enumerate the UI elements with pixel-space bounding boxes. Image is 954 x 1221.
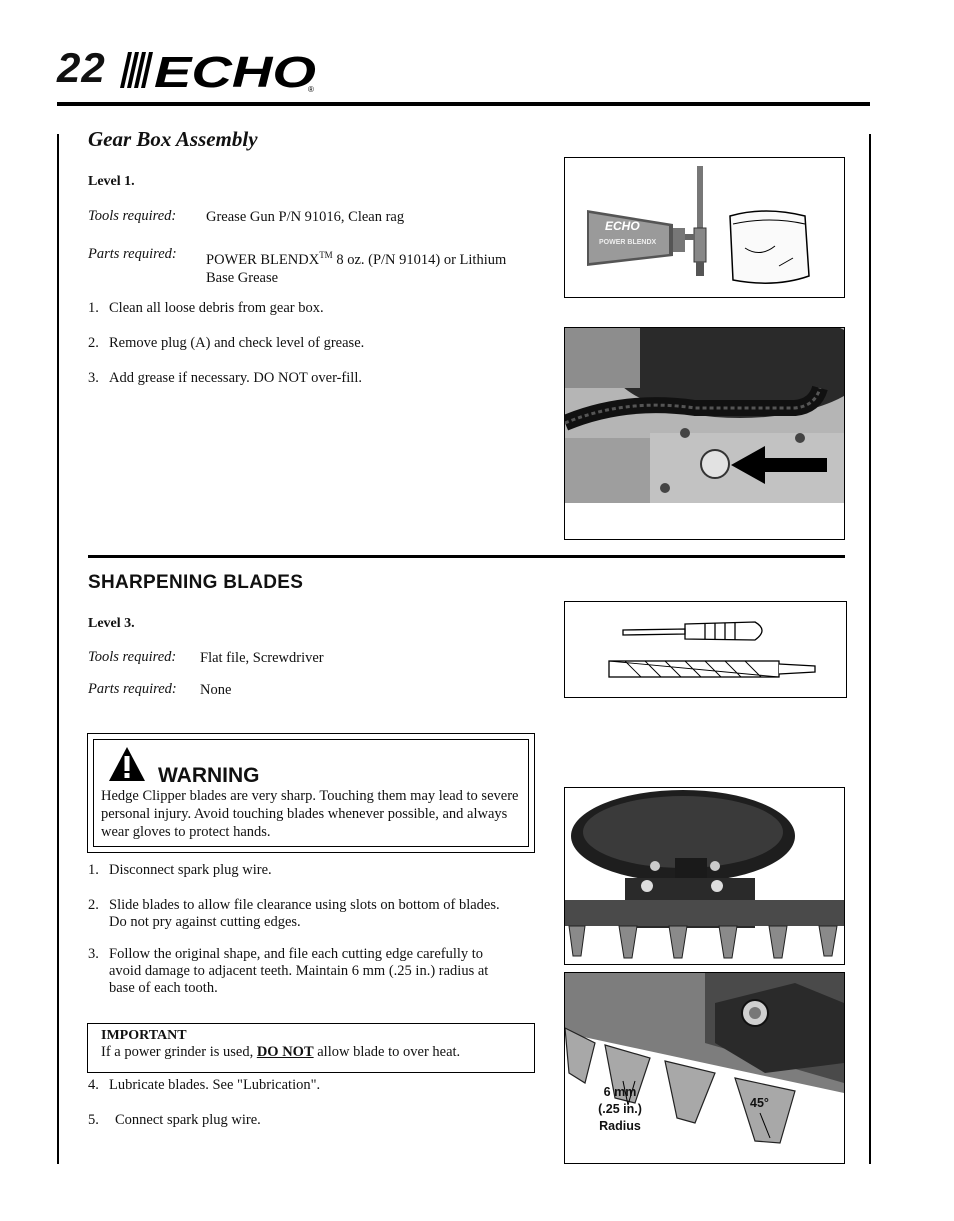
screwdriver-icon — [623, 622, 762, 640]
echo-logo — [118, 48, 323, 99]
sharpening-title: SHARPENING BLADES — [88, 572, 304, 593]
flat-file-icon — [609, 661, 815, 677]
grease-tools-photo — [564, 157, 845, 298]
important-title: IMPORTANT — [101, 1028, 187, 1043]
gearbox-parts-label: Parts required: — [88, 246, 177, 262]
gearbox-title: Gear Box Assembly — [88, 127, 258, 151]
blade-closeup-photo — [564, 972, 845, 1164]
grease-gun-icon — [685, 166, 706, 276]
page-number: 22 — [57, 44, 106, 91]
warning-text: Hedge Clipper blades are very sharp. Touching them may lead to severe personal injury. Avoid touching blades whenever possible, and always wear gloves to protect hands. — [101, 788, 519, 840]
svg-text:ECHO: ECHO — [605, 219, 640, 233]
trademark: TM — [319, 250, 333, 260]
warning-title: WARNING — [158, 764, 260, 787]
sharpening-level: Level 3. — [88, 616, 135, 631]
blade-photo — [564, 787, 845, 965]
gearbox-step: 1. Clean all loose debris from gear box. — [88, 300, 324, 316]
sharpening-step: 5. Connect spark plug wire. — [88, 1112, 261, 1128]
parts-value-c: Base Grease — [206, 269, 279, 286]
parts-value-b: 8 oz. (P/N 91014) or Lithium — [332, 251, 507, 268]
sharpening-tools-label: Tools required: — [88, 649, 177, 665]
right-border-line — [869, 134, 871, 1164]
radius-label: 6 mm (.25 in.) Radius — [598, 1085, 642, 1133]
warning-icon — [108, 746, 146, 787]
gearbox-tools-value: Grease Gun P/N 91016, Clean rag — [206, 209, 405, 225]
svg-text:POWER BLENDX: POWER BLENDX — [599, 239, 657, 246]
parts-value-a: POWER BLENDX — [206, 251, 320, 268]
sharpening-parts-label: Parts required: — [88, 681, 177, 697]
section-divider — [88, 555, 845, 558]
sharpening-step: 4. Lubricate blades. See "Lubrication". — [88, 1077, 321, 1093]
important-text: If a power grinder is used, DO NOT allow blade to over heat. — [101, 1044, 461, 1060]
sharpening-tools-value: Flat file, Screwdriver — [200, 650, 324, 666]
left-border-line — [57, 134, 59, 1164]
registered-mark: ® — [308, 85, 314, 94]
sharpening-parts-value: None — [200, 682, 232, 698]
grease-tube-icon — [587, 210, 685, 266]
sharpening-step: 3. Follow the original shape, and file each cutting edge carefully to avoid damage to adjacent teeth. Maintain 6 mm (.25 in.) radius at base of each tooth. — [88, 946, 489, 996]
sharpening-step: 2. Slide blades to allow file clearance using slots on bottom of blades. Do not pry against cutting edges. — [88, 897, 500, 930]
gearbox-photo — [564, 327, 845, 540]
header-rule — [57, 102, 870, 106]
echo-logo-text: ECHO — [154, 48, 316, 94]
gearbox-parts-value — [206, 246, 506, 287]
gearbox-level: Level 1. — [88, 174, 135, 189]
gearbox-step: 3. Add grease if necessary. DO NOT over-fill. — [88, 370, 362, 386]
clean-rag-icon — [730, 211, 809, 283]
gearbox-step: 2. Remove plug (A) and check level of grease. — [88, 335, 365, 351]
gearbox-tools-label: Tools required: — [88, 208, 177, 224]
angle-label: 45° — [750, 1096, 769, 1110]
sharpening-step: 1. Disconnect spark plug wire. — [88, 862, 272, 878]
sharpening-tools-drawing — [564, 601, 847, 698]
